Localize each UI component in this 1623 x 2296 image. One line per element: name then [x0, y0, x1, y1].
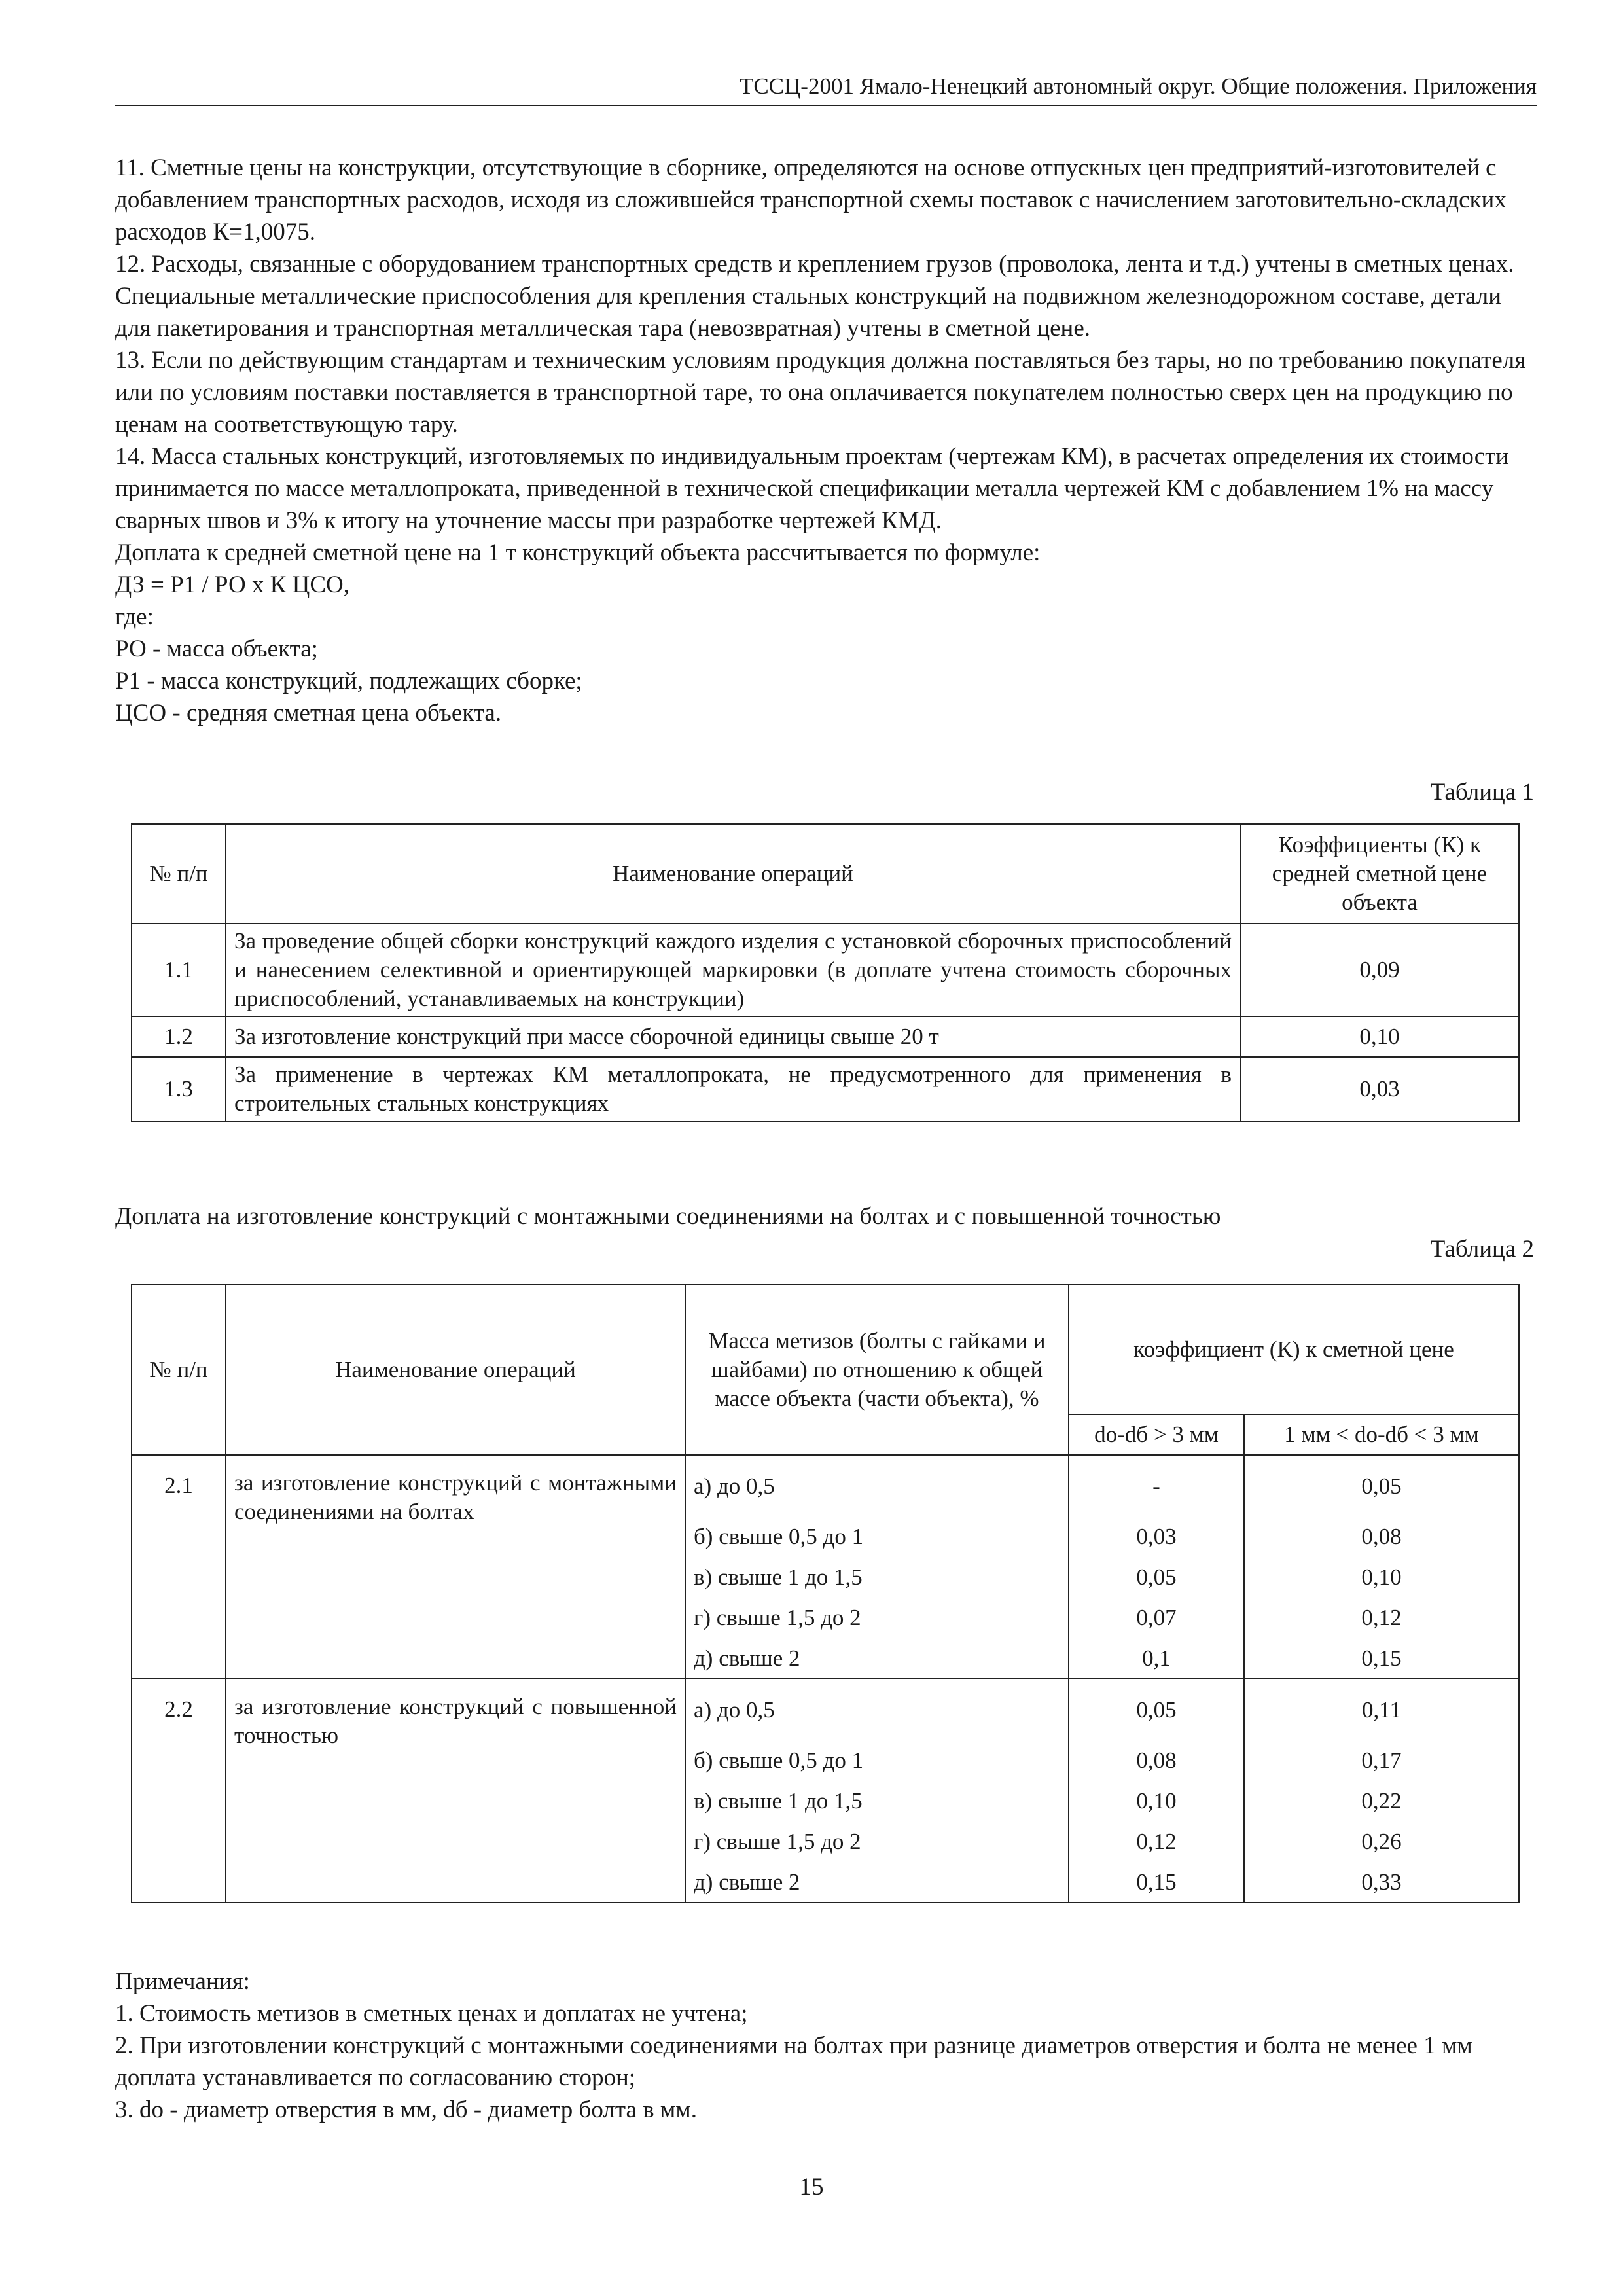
- table2-cell-k1: -: [1069, 1455, 1244, 1516]
- table2-cell-k2: 0,26: [1244, 1821, 1519, 1862]
- paragraph: 11. Сметные цены на конструкции, отсутствующие в сборнике, определяются на основе отпускных цен предприятий-изготовителей с добавлением транспортных расходов, исходя из сложившейся транспортной схемы поставок с начислением заготовительно-складских расходов К=1,0075.: [115, 154, 1507, 245]
- table1-cell-coef: 0,03: [1240, 1057, 1519, 1121]
- table2-cell-mass: б) свыше 0,5 до 1: [685, 1740, 1069, 1781]
- table2-cell-mass: в) свыше 1 до 1,5: [685, 1557, 1069, 1598]
- paragraph: 12. Расходы, связанные с оборудованием транспортных средств и креплением грузов (проволока, лента и т.д.) учтены в сметных ценах.: [115, 251, 1514, 278]
- table2-cell-k1: 0,12: [1069, 1821, 1244, 1862]
- notes-title: Примечания:: [115, 1968, 250, 1995]
- table2-cell-k2: 0,12: [1244, 1598, 1519, 1638]
- paragraph: РО - масса объекта;: [115, 636, 318, 662]
- table2-cell-k1: 0,08: [1069, 1740, 1244, 1781]
- table2-cell-k2: 0,15: [1244, 1638, 1519, 1679]
- table2-cell-op: за изготовление конструкций с повышенной точностью: [226, 1679, 685, 1903]
- table2-cell-k2: 0,10: [1244, 1557, 1519, 1598]
- table2-cell-k1: 0,05: [1069, 1557, 1244, 1598]
- table2-cell-k2: 0,05: [1244, 1455, 1519, 1516]
- body-text: [115, 152, 1542, 729]
- table2-cell-k1: 0,15: [1069, 1862, 1244, 1903]
- paragraph: Доплата к средней сметной цене на 1 т конструкций объекта рассчитывается по формуле:: [115, 539, 1041, 566]
- table1-cell-op: За изготовление конструкций при массе сборочной единицы свыше 20 т: [226, 1016, 1240, 1057]
- table2-cell-mass: б) свыше 0,5 до 1: [685, 1516, 1069, 1557]
- table2-caption: Таблица 2: [1430, 1236, 1534, 1263]
- table2-cell-mass: д) свыше 2: [685, 1862, 1069, 1903]
- table2-cell-mass: г) свыше 1,5 до 2: [685, 1821, 1069, 1862]
- table2-cell-num: 2.2: [132, 1679, 226, 1903]
- table2-cell-k2: 0,17: [1244, 1740, 1519, 1781]
- table2-cell-k1: 0,07: [1069, 1598, 1244, 1638]
- table1-cell-num: 1.3: [132, 1057, 226, 1121]
- paragraph: где:: [115, 603, 154, 630]
- table2-header-mass: Масса метизов (болты с гайками и шайбами) по отношению к общей массе объекта (части объекта), %: [685, 1285, 1069, 1455]
- table2-cell-k2: 0,11: [1244, 1679, 1519, 1740]
- table1-header-coef: Коэффициенты (К) к средней сметной цене объекта: [1240, 824, 1519, 924]
- table1-cell-num: 1.1: [132, 924, 226, 1016]
- table2-cell-mass: д) свыше 2: [685, 1638, 1069, 1679]
- paragraph: Специальные металлические приспособления для крепления стальных конструкций на подвижном железнодорожном составе, детали для пакетирования и транспортная металлическая тара (невозвратная) учтены в сметной цене.: [115, 283, 1502, 342]
- notes: [115, 1965, 1542, 2126]
- table1-header-num: № п/п: [132, 824, 226, 924]
- table2-cell-k2: 0,22: [1244, 1781, 1519, 1821]
- paragraph: 14. Масса стальных конструкций, изготовляемых по индивидуальным проектам (чертежам КМ), в расчетах определения их стоимости принимается по массе металлопроката, приведенной в технической спецификации металла чертежей КМ с добавлением 1% на массу сварных швов и 3% к итогу на уточнение массы при разработке чертежей КМД.: [115, 443, 1509, 534]
- table1-header-op: Наименование операций: [226, 824, 1240, 924]
- table1-cell-coef: 0,09: [1240, 924, 1519, 1016]
- table2-cell-mass: а) до 0,5: [685, 1679, 1069, 1740]
- table-row: [132, 1455, 1519, 1516]
- table-row: [132, 1016, 1519, 1057]
- page-number: 15: [799, 2174, 824, 2200]
- table2-cell-k2: 0,08: [1244, 1516, 1519, 1557]
- note-item: 2. При изготовлении конструкций с монтажными соединениями на болтах при разнице диаметров отверстия и болта не менее 1 мм доплата устанавливается по согласованию сторон;: [115, 2032, 1472, 2091]
- table2-cell-k1: 0,03: [1069, 1516, 1244, 1557]
- table-2: [131, 1284, 1520, 1903]
- table1-cell-num: 1.2: [132, 1016, 226, 1057]
- paragraph: Р1 - масса конструкций, подлежащих сборке;: [115, 668, 582, 694]
- table2-header-op: Наименование операций: [226, 1285, 685, 1455]
- table2-cell-num: 2.1: [132, 1455, 226, 1679]
- note-item: 3. do - диаметр отверстия в мм, dб - диаметр болта в мм.: [115, 2096, 697, 2123]
- table2-cell-k1: 0,1: [1069, 1638, 1244, 1679]
- table2-title: Доплата на изготовление конструкций с монтажными соединениями на болтах и с повышенной точностью: [115, 1203, 1221, 1230]
- table2-header-num: № п/п: [132, 1285, 226, 1455]
- table2-cell-mass: в) свыше 1 до 1,5: [685, 1781, 1069, 1821]
- table-1: [131, 823, 1520, 1122]
- table2-header-coef: коэффициент (К) к сметной цене: [1069, 1285, 1519, 1414]
- table2-cell-op: за изготовление конструкций с монтажными соединениями на болтах: [226, 1455, 685, 1679]
- table-row: [132, 924, 1519, 1016]
- note-item: 1. Стоимость метизов в сметных ценах и доплатах не учтена;: [115, 2000, 748, 2027]
- paragraph: ЦСО - средняя сметная цена объекта.: [115, 700, 502, 726]
- table2-cell-mass: г) свыше 1,5 до 2: [685, 1598, 1069, 1638]
- table1-cell-op: За проведение общей сборки конструкций каждого изделия с установкой сборочных приспособлений и нанесением селективной и ориентирующей маркировки (в доплате учтена стоимость сборочных приспособлений, устанавливаемых на конструкции): [226, 924, 1240, 1016]
- table-row: [132, 1057, 1519, 1121]
- table2-cell-k1: 0,05: [1069, 1679, 1244, 1740]
- table2-subheader-2: 1 мм < do-dб < 3 мм: [1244, 1414, 1519, 1455]
- table1-cell-op: За применение в чертежах КМ металлопроката, не предусмотренного для применения в строительных стальных конструкциях: [226, 1057, 1240, 1121]
- table2-cell-k2: 0,33: [1244, 1862, 1519, 1903]
- table2-cell-k1: 0,10: [1069, 1781, 1244, 1821]
- formula: ДЗ = Р1 / РО х К ЦСО,: [115, 571, 349, 598]
- table1-cell-coef: 0,10: [1240, 1016, 1519, 1057]
- running-header: ТССЦ-2001 Ямало-Ненецкий автономный округ. Общие положения. Приложения: [115, 72, 1537, 106]
- table1-caption: Таблица 1: [1430, 779, 1534, 806]
- table2-subheader-1: do-dб > 3 мм: [1069, 1414, 1244, 1455]
- table-row: [132, 1679, 1519, 1740]
- table2-cell-mass: а) до 0,5: [685, 1455, 1069, 1516]
- paragraph: 13. Если по действующим стандартам и техническим условиям продукция должна поставляться без тары, но по требованию покупателя или по условиям поставки поставляется в транспортной таре, то она оплачивается покупателем полностью сверх цен на продукцию по ценам на соответствующую тару.: [115, 347, 1526, 438]
